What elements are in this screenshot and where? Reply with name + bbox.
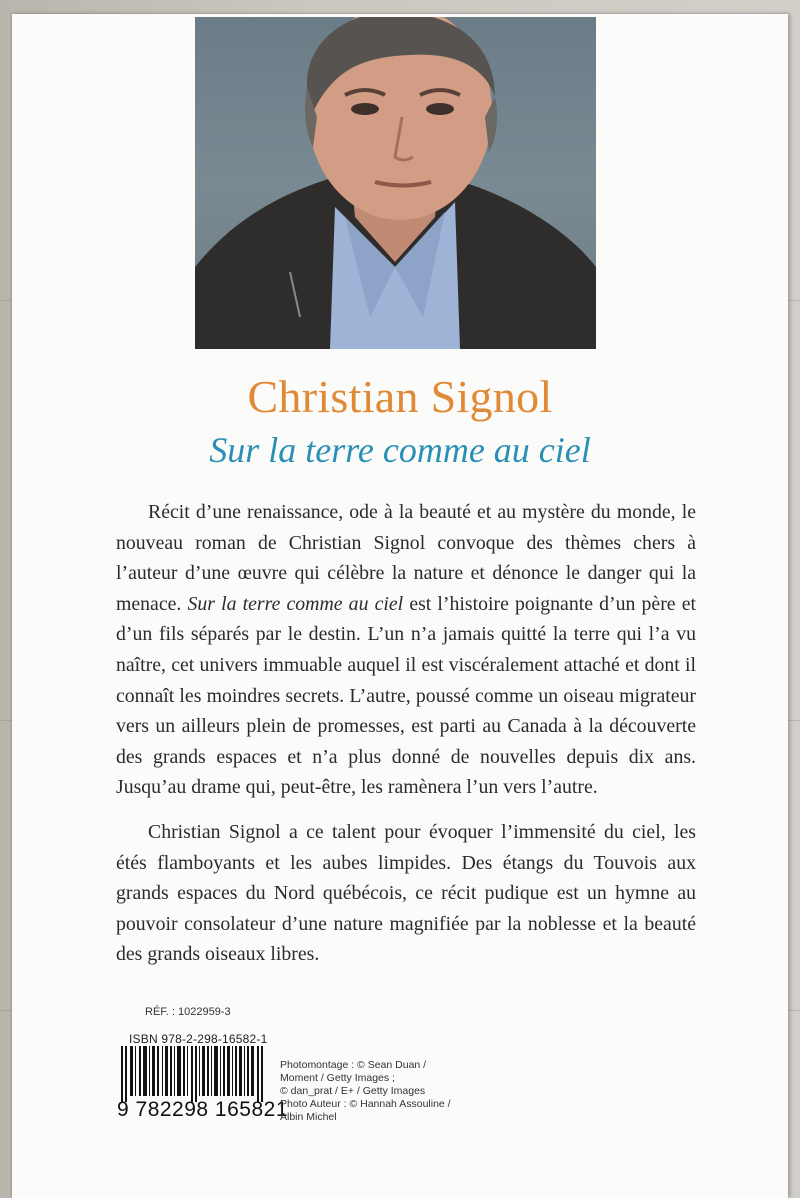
author-portrait-illustration [195,17,596,349]
reference-number: RÉF. : 1022959-3 [145,1006,231,1018]
barcode-digits: 9 782298 165821 [117,1098,288,1121]
credit-line: © dan_prat / E+ / Getty Images [280,1085,426,1097]
isbn: ISBN 978-2-298-16582-1 [129,1032,268,1046]
book-title: Sur la terre comme au ciel [209,430,591,470]
blurb [116,497,696,970]
credit-line: Photo Auteur : © Hannah Assouline / [280,1098,451,1110]
blurb-paragraph-2: Christian Signol a ce talent pour évoquer l’immensité du ciel, les étés flamboyants et les aubes limpides. Des étangs du Touvois aux grands espaces du Nord québécois, ce récit pudique est un hymne au pouvoir consolateur d’une nature magnifiée par la noblesse et la beauté des grands oiseaux libres. [116,820,696,966]
author-name: Christian Signol [247,371,553,422]
author-photo [195,17,596,349]
blurb-paragraph-1 [116,497,696,803]
credit-line: Moment / Getty Images ; [280,1072,395,1084]
photo-credits [280,1059,510,1124]
blurb-text-2: est l’histoire poignante d’un père et d’un fils séparés par le destin. L’un n’a jamais quitté la terre qui l’a vu naître, cet univers immuable auquel il est viscéralement attaché et dont il connaît les moindres secrets. L’autre, poussé comme un oiseau migrateur vers un ailleurs plein de promesses, est parti au Canada à la découverte des grands espaces et n’a plus donné de nouvelles depuis dix ans. Jusqu’au drame qui, peut-être, les ramènera l’un vers l’autre. [116,592,696,799]
book-back-cover [12,14,788,1198]
blurb-text-1: Récit d’une renaissance, ode à la beauté et au mystère du monde, le nouveau roman de Christian Signol convoque des thèmes chers à l’auteur d’une œuvre qui célèbre la nature et dénonce le danger qui la menace. [116,501,696,615]
credit-line: Photomontage : © Sean Duan / [280,1059,427,1071]
credit-line: Albin Michel [280,1111,337,1123]
barcode [121,1046,266,1102]
blurb-title-italic: Sur la terre comme au ciel [187,592,404,615]
